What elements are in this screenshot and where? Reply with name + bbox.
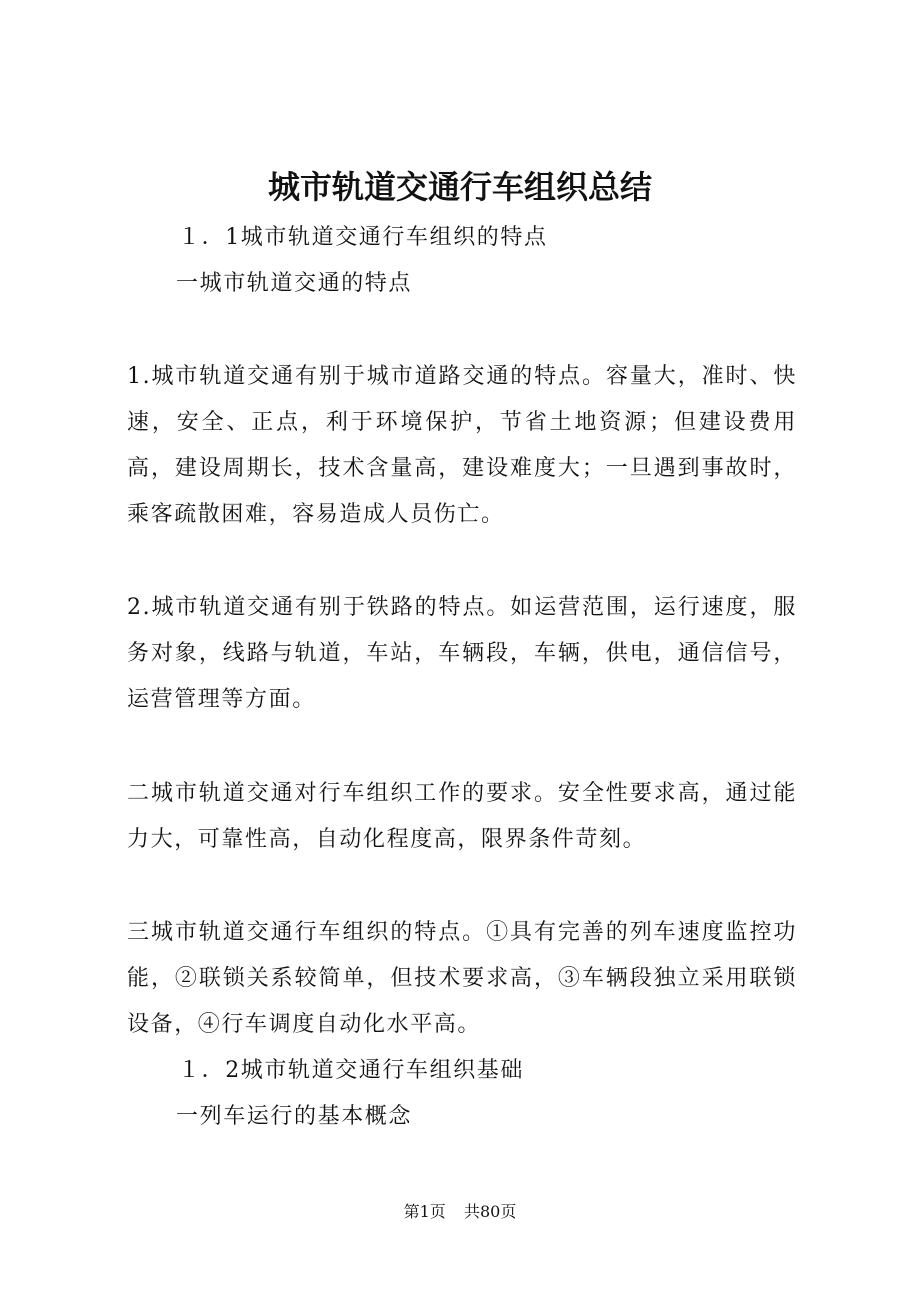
paragraph-2: 2.城市轨道交通有别于铁路的特点。如运营范围，运行速度，服务对象，线路与轨道，车站，车辆段，车辆，供电，通信信号，运营管理等方面。 — [127, 595, 797, 712]
page-footer — [0, 1200, 920, 1224]
paragraph-1: 1.城市轨道交通有别于城市道路交通的特点。容量大，准时、快速，安全、正点，利于环境保护，节省土地资源；但建设费用高，建设周期长，技术含量高，建设难度大；一旦遇到事故时，乘客疏散困难，容易造成人员伤亡。 — [127, 364, 797, 527]
document-title: 城市轨道交通行车组织总结 — [267, 168, 652, 206]
paragraph-3: 二城市轨道交通对行车组织工作的要求。安全性要求高，通过能力大，可靠性高，自动化程度高，限界条件苛刻。 — [127, 781, 797, 852]
subheading-basic-concepts: 一列车运行的基本概念 — [176, 1104, 413, 1129]
paragraph-4: 三城市轨道交通行车组织的特点。①具有完善的列车速度监控功能，②联锁关系较简单，但技术要求高，③车辆段独立采用联锁设备，④行车调度自动化水平高。 — [127, 920, 797, 1037]
subheading-characteristics: 一城市轨道交通的特点 — [176, 271, 413, 296]
section-heading-1-2: １．2城市轨道交通行车组织基础 — [178, 1058, 524, 1083]
total-pages: 共80页 — [464, 1202, 517, 1221]
page-number: 第1页 — [403, 1202, 446, 1221]
section-heading-1-1: １．1城市轨道交通行车组织的特点 — [178, 225, 548, 250]
